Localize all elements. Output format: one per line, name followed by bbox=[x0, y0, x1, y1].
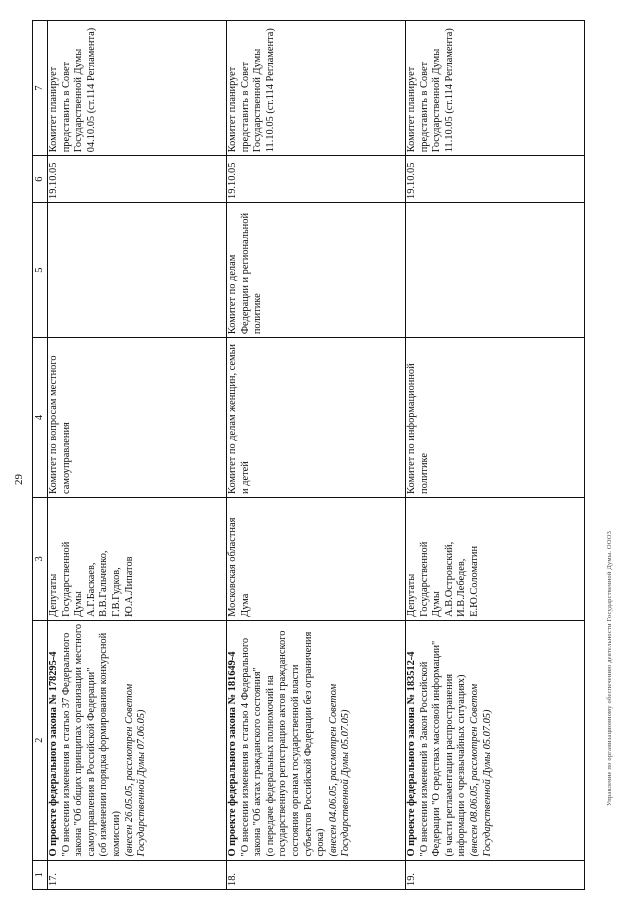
plan-cell: Комитет планирует представить в Совет Государственной Думы 11.10.05 (ст.114 Регламента) bbox=[227, 21, 406, 156]
date-cell: 19.10.05 bbox=[227, 156, 406, 203]
table-row bbox=[227, 21, 406, 890]
column-header: 7 bbox=[33, 21, 48, 156]
page-number: 29 bbox=[13, 474, 25, 485]
table-row bbox=[406, 21, 585, 890]
row-number: 18. bbox=[227, 860, 406, 889]
co-committee-cell bbox=[406, 202, 585, 337]
initiator-cell: Депутаты Государственной Думы А.Г.Баскаев, В.В.Гальченко, Г.В.Гудков, Ю.А.Липатов bbox=[48, 497, 227, 620]
committee-cell: Комитет по информационной политике bbox=[406, 338, 585, 498]
row-number: 19. bbox=[406, 860, 585, 889]
column-header: 6 bbox=[33, 156, 48, 203]
bill-description: "О внесении изменения в статью 4 Федерального закона "Об актах гражданского состояния" (о передаче федеральных полномочий на государственную регистрацию актов гражданского состояния органам государственной власти субъектов Российской Федерации без ограничения срока) bbox=[239, 630, 327, 857]
column-header: 4 bbox=[33, 338, 48, 498]
table-row bbox=[48, 21, 227, 890]
column-header-row bbox=[33, 21, 48, 890]
bill-note: (внесен 04.06.05, рассмотрен Советом Государственной Думы 05.07.05) bbox=[327, 683, 352, 857]
bill-subject-cell bbox=[406, 620, 585, 860]
row-number: 17. bbox=[48, 860, 227, 889]
co-committee-cell: Комитет по делам Федерации и региональной политике bbox=[227, 202, 406, 337]
column-header: 1 bbox=[33, 860, 48, 889]
date-cell: 19.10.05 bbox=[48, 156, 227, 203]
bill-subject-cell bbox=[48, 620, 227, 860]
column-header: 3 bbox=[33, 497, 48, 620]
plan-cell: Комитет планирует представить в Совет Государственной Думы 11.10.05 (ст.114 Регламента) bbox=[406, 21, 585, 156]
initiator-cell: Московская областная Дума bbox=[227, 497, 406, 620]
date-cell: 19.10.05 bbox=[406, 156, 585, 203]
bill-description: "О внесении изменений в Закон Российской Федерации "О средствах массовой информации" (в части регламентации распространения информации о чрезвычайных ситуациях) bbox=[418, 640, 468, 857]
plan-cell: Комитет планирует представить в Совет Государственной Думы 04.10.05 (ст.114 Регламента) bbox=[48, 21, 227, 156]
column-header: 5 bbox=[33, 202, 48, 337]
bill-subject-cell bbox=[227, 620, 406, 860]
committee-cell: Комитет по вопросам местного самоуправления bbox=[48, 338, 227, 498]
bill-title: О проекте федерального закона № 181649-4 bbox=[227, 651, 238, 857]
committee-cell: Комитет по делам женщин, семьи и детей bbox=[227, 338, 406, 498]
bill-title: О проекте федерального закона № 178295-4 bbox=[48, 651, 59, 857]
legislation-table bbox=[32, 20, 585, 890]
page-footer: Управление по организационному обеспечению деятельности Государственной Думы. ООО3 bbox=[606, 530, 613, 806]
bill-description: "О внесении изменения в статью 37 Федерального закона "Об общих принципах организации местного самоуправления в Российской Федерации" (об изменении порядка формирования конкурсной комиссии) bbox=[60, 623, 122, 857]
co-committee-cell bbox=[48, 202, 227, 337]
bill-note: (внесен 26.05.05, рассмотрен Советом Государственной Думы 07.06.05) bbox=[123, 683, 148, 857]
initiator-cell: Депутаты Государственной Думы А.В.Островский, И.В.Лебедев, Е.Ю.Соломатин bbox=[406, 497, 585, 620]
bill-note: (внесен 08.06.05, рассмотрен Советом Государственной Думы 05.07.05) bbox=[468, 683, 493, 857]
column-header: 2 bbox=[33, 620, 48, 860]
bill-title: О проекте федерального закона № 183512-4 bbox=[406, 651, 417, 857]
